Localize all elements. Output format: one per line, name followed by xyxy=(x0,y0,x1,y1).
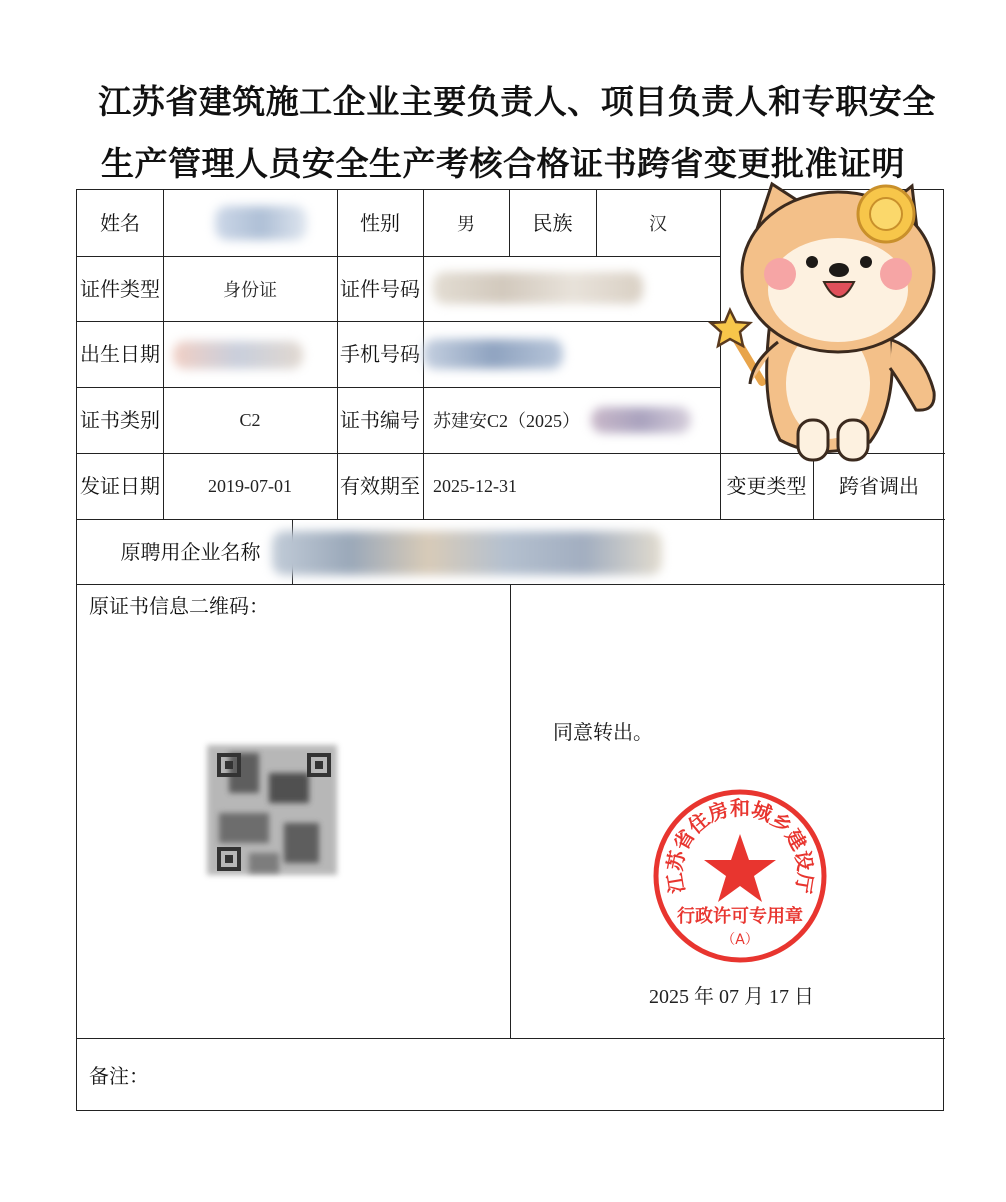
dog-sticker xyxy=(700,172,950,472)
approval-date: 2025 年 07 月 17 日 xyxy=(649,986,814,1008)
ethnicity-label: 民族 xyxy=(532,211,573,235)
change-type-label: 变更 类型 xyxy=(726,474,807,498)
id-number-redacted xyxy=(423,256,720,321)
birth-date-label: 出生 日期 xyxy=(80,342,160,366)
ethnicity-value: 汉 xyxy=(649,214,667,234)
id-type-label: 证件 类型 xyxy=(80,276,160,301)
seal-arc-text: 江苏省住房和城乡建设厅 xyxy=(662,795,818,896)
name-label: 姓名 xyxy=(100,211,140,235)
gender-label: 性别 xyxy=(360,211,400,235)
cert-category-value: C2 xyxy=(239,409,261,430)
cert-category-label: 证书 类别 xyxy=(80,408,160,432)
seal-code: （A） xyxy=(721,932,759,948)
valid-until-label: 有效 期至 xyxy=(340,474,420,498)
approval-text: 同意转出。 xyxy=(553,720,653,744)
document-title-line1: 江苏省建筑施工企业主要负责人、项目负责人和专职安全 xyxy=(98,82,936,121)
valid-until-value: 2025-12-31 xyxy=(433,475,517,496)
official-seal xyxy=(650,786,830,966)
seal-star-icon xyxy=(704,834,776,902)
name-value-redacted xyxy=(163,190,337,256)
qr-label: 原证书信息二维码： xyxy=(89,594,269,618)
id-number-label: 证件 号码 xyxy=(340,276,420,301)
issue-date-label: 发证 日期 xyxy=(80,474,160,498)
document-title-line2: 生产管理人员安全生产考核合格证书跨省变更批准证明 xyxy=(101,144,905,183)
change-type-value: 跨省调出 xyxy=(839,474,919,498)
id-type-value: 身份证 xyxy=(223,279,277,300)
remarks-label: 备注： xyxy=(89,1064,149,1088)
sun-icon xyxy=(858,186,914,242)
cert-number-text: 苏建安C2（2025） xyxy=(433,411,581,431)
cert-number-value xyxy=(423,387,720,453)
seal-bottom-text: 行政许可专用章 xyxy=(677,906,803,927)
birth-date-redacted xyxy=(163,321,337,387)
employer-name-redacted xyxy=(292,519,945,584)
phone-redacted xyxy=(423,321,720,387)
qr-code xyxy=(189,723,349,893)
phone-label: 手机 号码 xyxy=(340,342,420,366)
issue-date-value: 2019-07-01 xyxy=(208,475,292,496)
cert-number-label: 证书 编号 xyxy=(340,408,420,432)
gender-value: 男 xyxy=(457,214,475,234)
employer-label: 原聘用企业名称 xyxy=(120,539,261,564)
